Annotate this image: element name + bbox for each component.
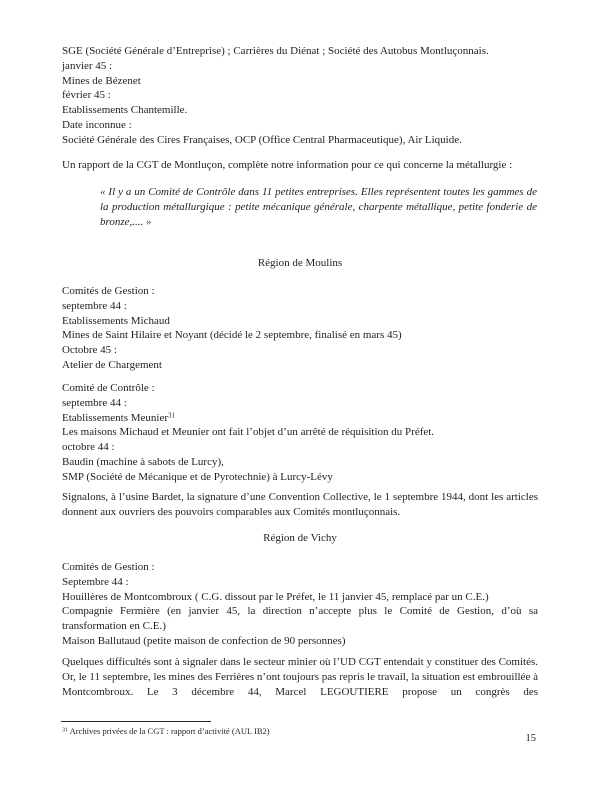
quotation-block: « Il y a un Comité de Contrôle dans 11 petites entreprises. Elles représentent toutes les gammes de la production métallurgique : petite mécanique générale, charpente métallique, petite fonderie de bronze,.... »	[100, 186, 537, 228]
text-line: Société Générale des Cires Françaises, OCP (Office Central Pharmaceutique), Air Liquide.	[62, 133, 462, 146]
text-line: Mines de Saint Hilaire et Noyant (décidé le 2 septembre, finalisé en mars 45)	[62, 329, 402, 342]
text-line: Etablissements Chantemille.	[62, 104, 188, 117]
footnote-number: 31	[62, 727, 68, 734]
text-line: Mines de Bézenet	[62, 74, 141, 87]
text-line: SGE (Société Générale d’Entreprise) ; Carrières du Diénat ; Société des Autobus Montluçonnais.	[62, 45, 489, 57]
text-line: Comité de Contrôle :	[62, 382, 155, 394]
text-line: octobre 44 :	[62, 441, 115, 454]
text-line: Septembre 44 :	[62, 575, 129, 588]
text-line: Comités de Gestion :	[62, 285, 155, 297]
footnote-separator	[61, 721, 211, 722]
text-line: Etablissements Michaud	[62, 314, 170, 327]
text-line: Atelier de Chargement	[62, 358, 162, 371]
heading-region-vichy: Région de Vichy	[263, 532, 337, 544]
text-line: janvier 45 :	[62, 59, 113, 72]
text-line: septembre 44 :	[62, 396, 127, 409]
vichy-section	[62, 560, 538, 649]
text-line: Les maisons Michaud et Meunier ont fait l’objet d’un arrêté de réquisition du Préfet.	[62, 426, 435, 439]
footnote-text: Archives privées de la CGT : rapport d’activité (AUL IB2)	[69, 726, 270, 736]
text-line: février 45 :	[62, 89, 111, 102]
fermiere-paragraph: Compagnie Fermière (en janvier 45, la direction n’accepte plus le Comité de Gestion, d’où sa transformation en C.E.)	[62, 605, 538, 633]
text-segment: Etablissements Meunier	[62, 411, 169, 424]
text-line: Houillères de Montcombroux ( C.G. dissout par le Préfet, le 11 janvier 45, remplacé par un C.E.)	[62, 590, 489, 603]
page-number: 15	[525, 733, 536, 744]
intro-list	[62, 44, 538, 148]
text-line: Baudin (machine à sabots de Lurcy),	[62, 455, 224, 468]
text-line: Maison Ballutaud (petite maison de confection de 90 personnes)	[62, 634, 346, 647]
bardet-paragraph: Signalons, à l’usine Bardet, la signature d’une Convention Collective, le 1 septembre 1944, dont les articles donnent aux ouvriers des pouvoirs comparables aux Comités montluçonnais.	[62, 491, 538, 518]
moulins-gestion-list	[62, 284, 538, 373]
footnote-ref-marker: 31	[168, 411, 176, 420]
text-line: Comités de Gestion :	[62, 561, 155, 573]
heading-region-moulins: Région de Moulins	[257, 257, 343, 269]
moulins-controle-list	[62, 381, 538, 485]
text-line: Octobre 45 :	[62, 344, 117, 357]
closing-paragraph: Quelques difficultés sont à signaler dans le secteur minier où l’UD CGT entendait y constituer des Comités. Or, le 11 septembre, les mines des Ferrières n’ont toujours pas repris le travail, la situation est embrouillée à Montcombroux. Le 3 décembre 44, Marcel LEGOUTIERE propose un congrès des	[62, 656, 538, 698]
text-line: Date inconnue :	[62, 118, 132, 131]
cgt-report-paragraph: Un rapport de la CGT de Montluçon, complète notre information pour ce qui concerne la métallurgie :	[62, 159, 513, 171]
text-line-with-footnote-ref	[62, 411, 538, 426]
text-line: SMP (Société de Mécanique et de Pyrotechnie) à Lurcy-Lévy	[62, 470, 333, 483]
text-line: septembre 44 :	[62, 299, 127, 312]
